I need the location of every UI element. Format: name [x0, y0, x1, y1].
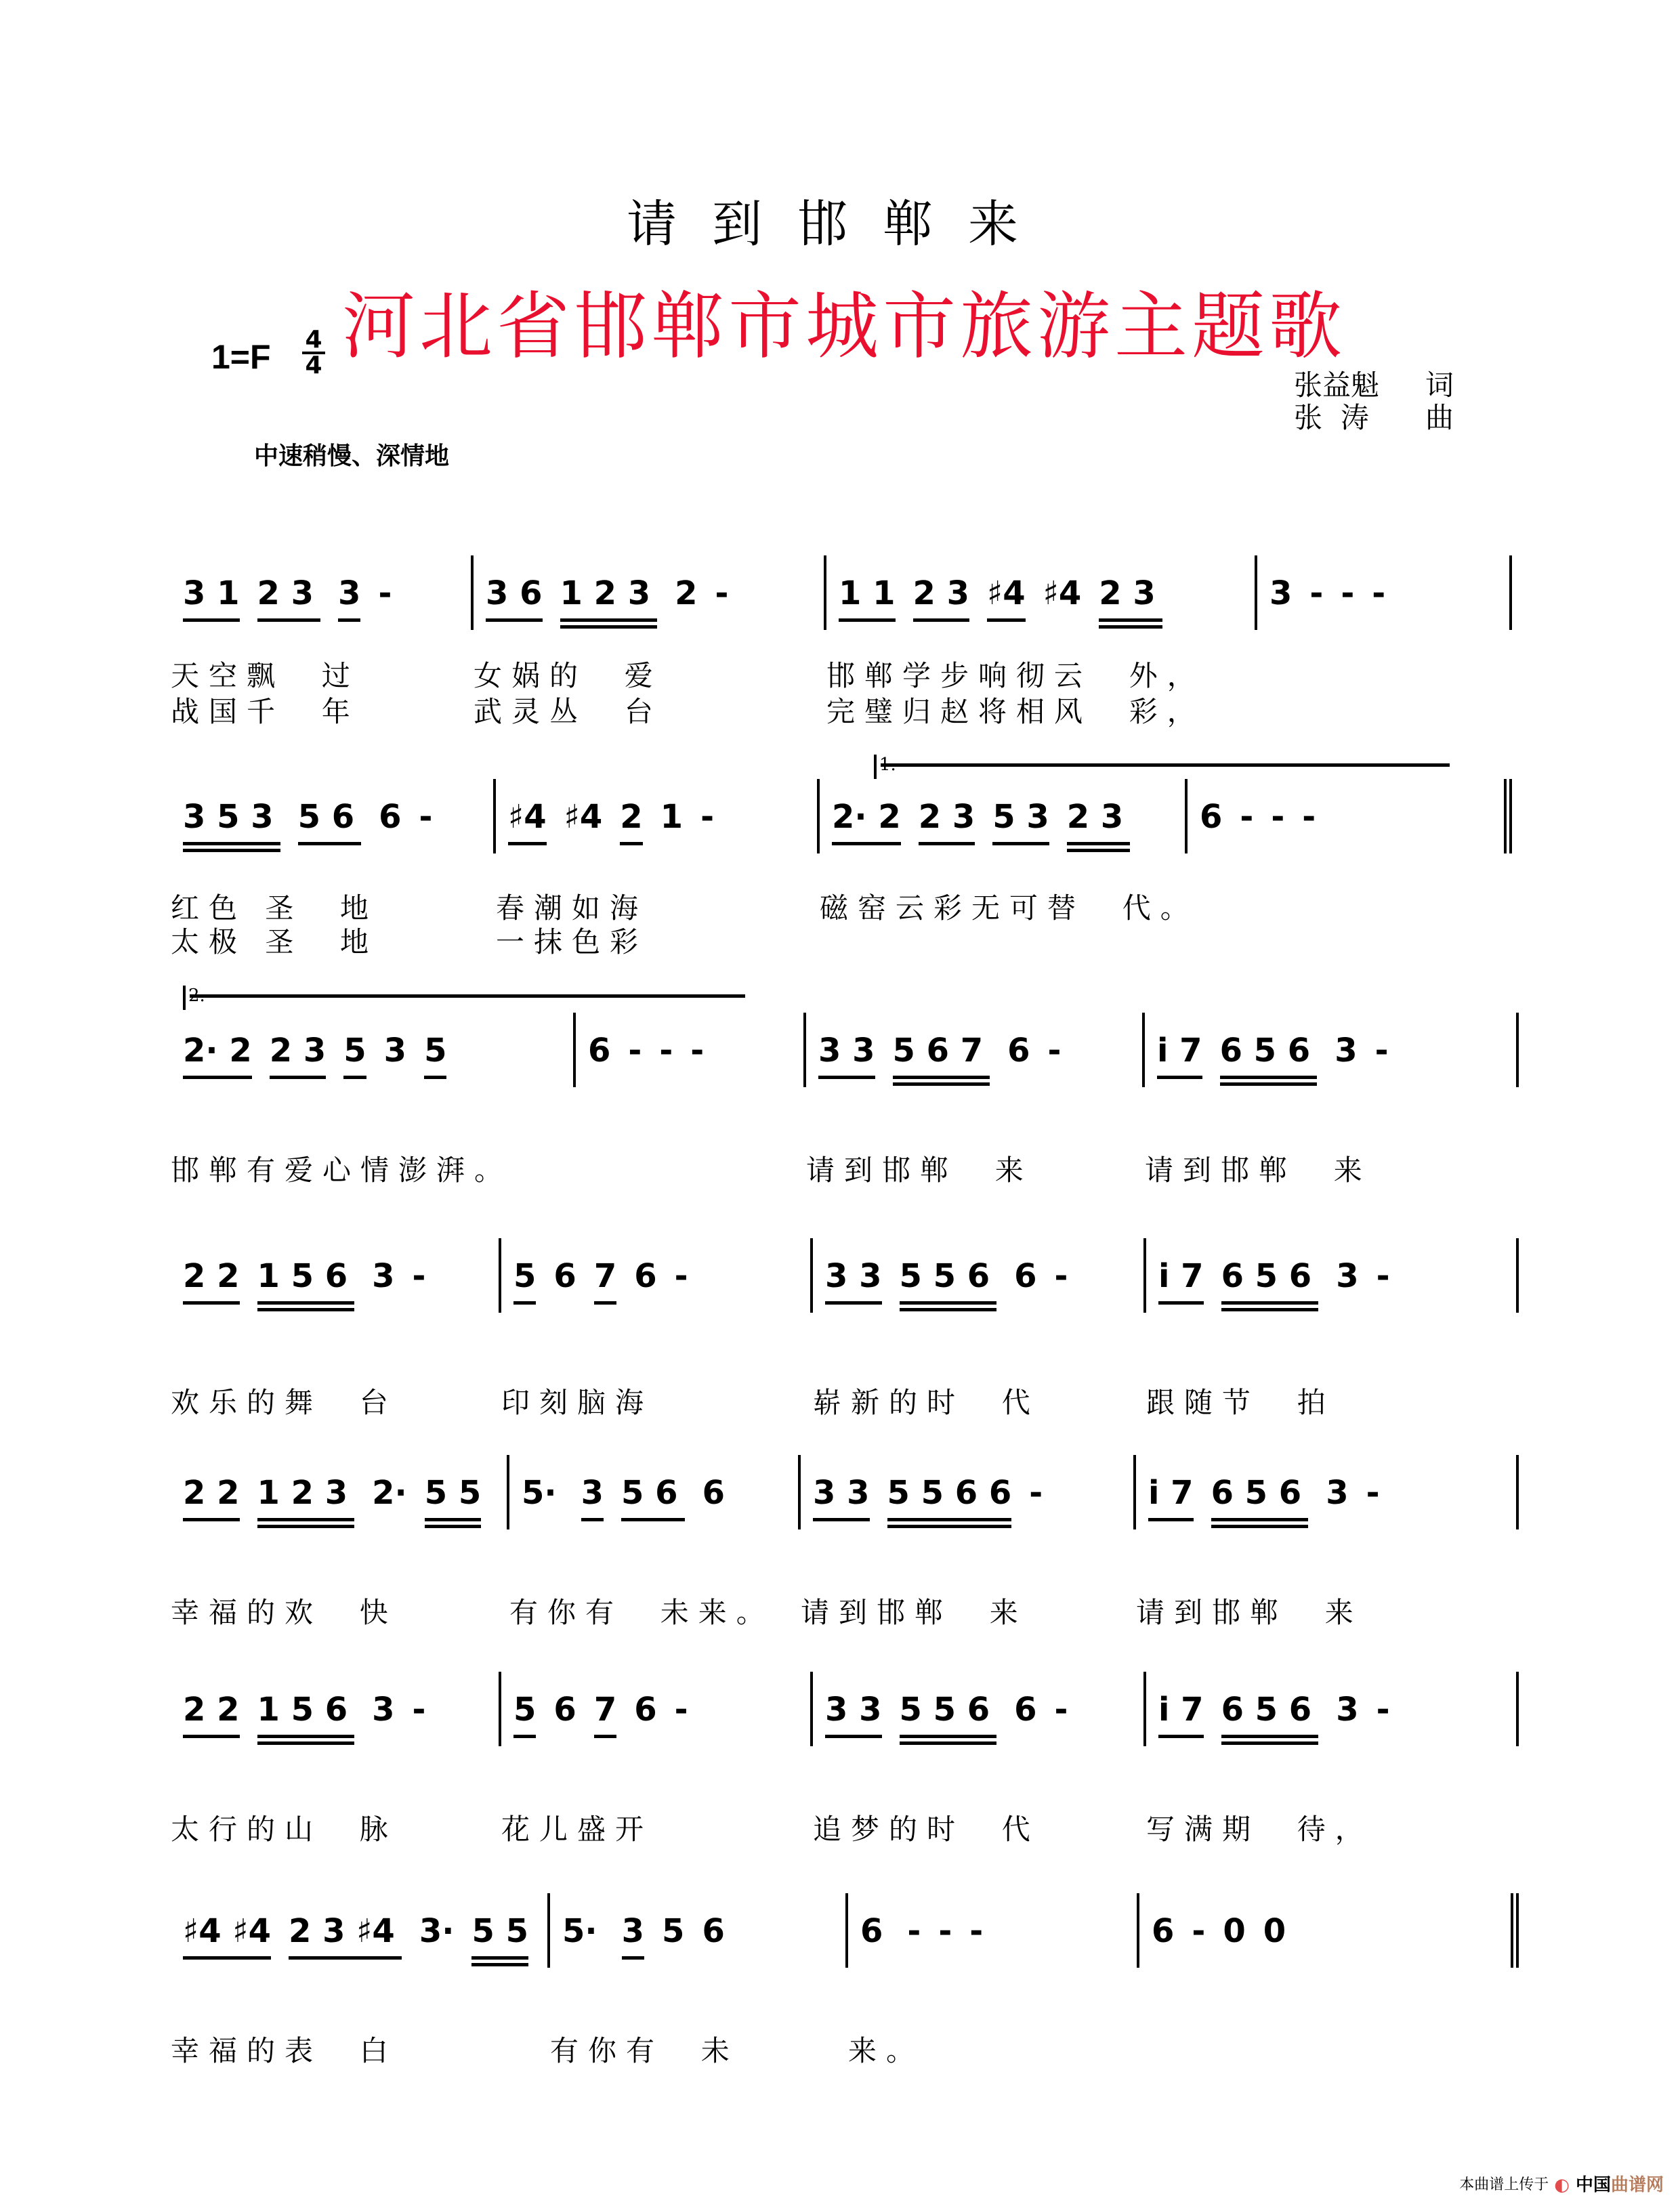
note-group: 5 6 — [298, 797, 362, 853]
measure — [1188, 779, 1512, 853]
note-group: 5 6 — [621, 1473, 685, 1529]
note-group: - — [378, 574, 392, 612]
lyric-segment: 崭新的时 代 — [813, 1386, 1040, 1419]
note-group: - — [1376, 1691, 1390, 1729]
note-group: 7 — [594, 1689, 616, 1746]
note-group: 3 3 — [825, 1689, 882, 1746]
note-group: 3 3 — [813, 1473, 870, 1529]
note-group: 2 3 — [1067, 797, 1131, 853]
note-group: 6 — [1014, 1691, 1037, 1729]
lyrics-line — [171, 1807, 1519, 1848]
lyricist-role: 词 — [1425, 368, 1454, 402]
measure — [848, 1893, 1139, 1968]
measure — [820, 779, 1188, 853]
note-group: - — [674, 1257, 688, 1295]
note-group: - — [1372, 574, 1386, 612]
note-group: 5 5 — [425, 1473, 482, 1529]
measure — [171, 1672, 501, 1746]
note-group: 0 — [1223, 1912, 1246, 1950]
note-group: 5· — [562, 1912, 597, 1950]
note-group: 6 — [1014, 1257, 1037, 1295]
note-group: 6 — [634, 1257, 657, 1295]
measure — [171, 1238, 501, 1313]
lyric-segment: 请到邯郸 来 — [801, 1596, 1028, 1629]
note-group: 3 — [1326, 1474, 1349, 1512]
note-group: 6 — [860, 1912, 883, 1950]
measure — [550, 1893, 848, 1968]
measure — [501, 1672, 813, 1746]
note-group: 0 — [1263, 1912, 1286, 1950]
measure — [826, 555, 1257, 630]
lyrics-line — [171, 1148, 1519, 1189]
footer-watermark — [1459, 2171, 1664, 2196]
note-group: 2 2 — [183, 1473, 240, 1529]
note-group: - — [715, 574, 729, 612]
note-group: - — [419, 798, 433, 836]
note-group: 5 — [513, 1689, 536, 1746]
note-group: - — [1309, 574, 1324, 612]
note-group: 1 5 6 — [257, 1689, 355, 1746]
note-group: - — [628, 1032, 642, 1070]
note-group: 6 5 6 — [1220, 1030, 1318, 1087]
score-row — [171, 1455, 1519, 1529]
lyric-segment: 武灵丛 台 — [474, 695, 663, 728]
measure — [496, 779, 820, 853]
measure — [806, 1013, 1145, 1087]
note-group: i 7 — [1158, 1256, 1204, 1313]
note-group: 2 3 — [270, 1030, 327, 1087]
note-group: - — [1054, 1691, 1068, 1729]
measure — [501, 1238, 813, 1313]
note-group: ♯4 — [508, 797, 547, 853]
lyric-segment: 天空飘 过 — [171, 659, 360, 692]
note-group: - — [1376, 1257, 1390, 1295]
site-logo: ◐ 中国曲谱网 — [1554, 2175, 1664, 2195]
measure — [1139, 1893, 1519, 1968]
note-group: - — [659, 1032, 673, 1070]
lyric-segment: 太极 圣 地 — [171, 925, 379, 958]
lyric-segment: 花儿盛开 — [501, 1813, 654, 1846]
score-row — [171, 1672, 1519, 1746]
lyric-segment: 请到邯郸 来 — [806, 1154, 1033, 1187]
lyrics-line — [171, 2029, 1519, 2069]
note-group: 2 3 — [257, 573, 321, 630]
note-group: 1 2 3 — [560, 573, 658, 630]
note-group: - — [412, 1691, 426, 1729]
note-group: 3· — [419, 1912, 455, 1950]
measure — [576, 1013, 806, 1087]
lyric-segment: 有你有 未来。 — [509, 1596, 774, 1629]
lyric-segment: 幸福的表 白 — [171, 2034, 398, 2067]
note-group: - — [969, 1912, 984, 1950]
note-group: 6 — [379, 798, 402, 836]
lyric-segment: 红色 圣 地 — [171, 891, 379, 925]
note-group: 5 — [662, 1912, 685, 1950]
lyric-segment: 太行的山 脉 — [171, 1813, 398, 1846]
measure — [813, 1238, 1146, 1313]
note-group: 2 2 — [183, 1256, 240, 1313]
note-group: 2 3 — [1099, 573, 1162, 630]
score-row — [171, 555, 1519, 630]
note-group: 2· 2 — [183, 1030, 252, 1087]
lyric-segment — [1257, 690, 1512, 730]
lyric-segment: 女娲的 爱 — [474, 659, 663, 692]
measure — [801, 1455, 1136, 1529]
lyrics-line — [171, 690, 1512, 730]
note-group: 3 5 3 — [183, 797, 280, 853]
note-group: 6 — [702, 1474, 725, 1512]
measure — [171, 1455, 509, 1529]
lyric-segment: 完璧归赵将相风 彩， — [826, 695, 1205, 728]
logo-text-a: 中国 — [1575, 2175, 1611, 2195]
score-row — [171, 1238, 1519, 1313]
note-group: 2 3 — [919, 797, 975, 853]
note-group: 3 — [1336, 1691, 1359, 1729]
song-subtitle: 河北省邯郸市城市旅游主题歌 — [342, 284, 1347, 369]
note-group: - — [700, 798, 714, 836]
song-title: 请到邯郸来 — [627, 195, 1053, 253]
note-group: - — [690, 1032, 705, 1070]
note-group: 6 — [634, 1691, 657, 1729]
measure — [1146, 1672, 1519, 1746]
note-group: - — [938, 1912, 952, 1950]
note-group: 3 — [372, 1691, 395, 1729]
lyrics-line — [171, 1380, 1519, 1421]
note-group: ♯4 — [1043, 574, 1082, 612]
lyric-segment: 追梦的时 代 — [813, 1813, 1040, 1846]
note-group: 1 5 6 — [257, 1256, 355, 1313]
note-group: 5· — [522, 1474, 557, 1512]
note-group: 5 3 — [992, 797, 1049, 853]
lyric-segment: 一抹色彩 — [496, 925, 648, 958]
note-group: 5 — [424, 1030, 446, 1087]
note-group: 6 — [1200, 798, 1223, 836]
lyric-segment: 请到邯郸 来 — [1145, 1154, 1372, 1187]
note-group: i 7 — [1157, 1030, 1202, 1087]
lyric-segment: 战国千 年 — [171, 695, 360, 728]
note-group: - — [412, 1257, 426, 1295]
note-group: 3 — [338, 573, 360, 630]
note-group: - — [1192, 1912, 1206, 1950]
measure — [171, 555, 474, 630]
note-group: 5 5 6 — [900, 1256, 997, 1313]
note-group: 3 — [1269, 574, 1293, 612]
note-group: 2· — [372, 1474, 407, 1512]
lyric-segment: 幸福的欢 快 — [171, 1596, 398, 1629]
meter-bottom: 4 — [302, 352, 325, 377]
note-group: 2· 2 — [832, 797, 901, 853]
note-group: 5 5 6 — [900, 1689, 997, 1746]
note-group: 6 — [553, 1691, 576, 1729]
note-group: - — [1029, 1474, 1043, 1512]
lyric-segment: 有你有 未 — [550, 2034, 739, 2067]
note-group: 3 — [1335, 1032, 1358, 1070]
note-group: 3 — [372, 1257, 395, 1295]
note-group: 6 — [553, 1257, 576, 1295]
lyrics-line — [171, 654, 1512, 694]
lyric-segment — [1139, 2029, 1519, 2069]
score-row — [171, 1013, 1519, 1087]
note-group: 2 — [620, 797, 642, 853]
first-ending-label: 1. — [874, 755, 896, 779]
note-group: 5 5 — [471, 1911, 528, 1968]
lyric-segment: 请到邯郸 来 — [1136, 1596, 1363, 1629]
measure — [509, 1455, 801, 1529]
note-group: 1 1 — [839, 573, 896, 630]
note-group: 3 6 — [486, 573, 543, 630]
lyric-segment — [1188, 920, 1512, 960]
note-group: 6 — [588, 1032, 611, 1070]
note-group: - — [1054, 1257, 1068, 1295]
note-group: 6 5 6 — [1221, 1256, 1319, 1313]
note-group: 3 1 — [183, 573, 240, 630]
note-group: - — [1374, 1032, 1389, 1070]
note-group: 3 — [622, 1911, 644, 1968]
score-row — [171, 1893, 1519, 1968]
note-group: 3 3 — [818, 1030, 875, 1087]
note-group: 3 — [383, 1032, 407, 1070]
composer: 张 涛 — [1294, 401, 1369, 434]
time-signature — [302, 326, 325, 379]
note-group: 5 — [343, 1030, 366, 1087]
lyrics-line — [171, 1590, 1519, 1631]
note-group: - — [1047, 1032, 1062, 1070]
note-group: 1 — [660, 798, 684, 836]
lyric-segment: 跟随节 拍 — [1146, 1386, 1335, 1419]
note-group: 6 — [702, 1912, 725, 1950]
note-group: 6 — [1007, 1032, 1030, 1070]
measure — [171, 1013, 576, 1087]
credits — [1294, 369, 1454, 434]
measure — [813, 1672, 1146, 1746]
note-group: ♯4 ♯4 — [183, 1911, 271, 1968]
score-row — [171, 779, 1519, 853]
note-group: 5 — [513, 1256, 536, 1313]
measure — [1146, 1238, 1519, 1313]
note-group: 3 — [1336, 1257, 1359, 1295]
lyric-segment — [576, 1148, 806, 1189]
measure — [1145, 1013, 1519, 1087]
measure — [474, 555, 826, 630]
lyric-segment: 磁窑云彩无可替 代。 — [820, 891, 1198, 925]
composer-role: 曲 — [1425, 401, 1454, 434]
lyric-segment: 来。 — [848, 2034, 925, 2067]
note-group: 2 3 ♯4 — [289, 1911, 402, 1968]
lyric-segment: 欢乐的舞 台 — [171, 1386, 398, 1419]
lyric-segment — [820, 920, 1188, 960]
tempo-marking: 中速稍慢、深情地 — [254, 442, 450, 470]
lyric-segment: 印刻脑海 — [501, 1386, 654, 1419]
lyric-segment — [1257, 654, 1512, 694]
lyrics-line — [171, 920, 1512, 960]
note-group: 2 — [675, 574, 698, 612]
note-group: ♯4 — [987, 573, 1026, 630]
key-signature: 1=F — [211, 338, 271, 376]
note-group: i 7 — [1148, 1473, 1194, 1529]
note-group: - — [1302, 798, 1316, 836]
note-group: 7 — [594, 1256, 616, 1313]
measure — [1136, 1455, 1519, 1529]
note-group: - — [907, 1912, 921, 1950]
footer-text: 本曲谱上传于 — [1459, 2176, 1549, 2193]
note-group: - — [1271, 798, 1285, 836]
note-group: 6 5 6 — [1211, 1473, 1309, 1529]
note-group: 3 3 — [825, 1256, 882, 1313]
note-group: i 7 — [1158, 1689, 1204, 1746]
note-group: ♯4 — [564, 798, 603, 836]
note-group: 3 — [581, 1473, 604, 1529]
note-group: 6 — [1152, 1912, 1175, 1950]
note-group: - — [674, 1691, 688, 1729]
measure — [171, 779, 496, 853]
note-group: 1 2 3 — [257, 1473, 355, 1529]
note-group: 6 5 6 — [1221, 1689, 1319, 1746]
measure — [171, 1893, 550, 1968]
lyricist: 张益魁 — [1294, 368, 1380, 402]
note-group: 5 5 6 6 — [887, 1473, 1012, 1529]
note-group: 5 6 7 — [893, 1030, 990, 1087]
lyric-segment: 春潮如海 — [496, 891, 648, 925]
measure — [1257, 555, 1512, 630]
note-group: 2 2 — [183, 1689, 240, 1746]
note-group: - — [1341, 574, 1355, 612]
logo-text-b: 曲谱网 — [1610, 2175, 1664, 2195]
meter-top: 4 — [305, 326, 322, 354]
lyric-segment: 写满期 待， — [1146, 1813, 1373, 1846]
note-group: - — [1240, 798, 1254, 836]
note-group: - — [1366, 1474, 1380, 1512]
lyric-segment: 邯郸学步响彻云 外， — [826, 659, 1205, 692]
note-group: 2 3 — [913, 573, 970, 630]
second-ending-label: 2. — [183, 986, 205, 1010]
lyric-segment: 邯郸有爱心情澎湃。 — [171, 1154, 513, 1187]
